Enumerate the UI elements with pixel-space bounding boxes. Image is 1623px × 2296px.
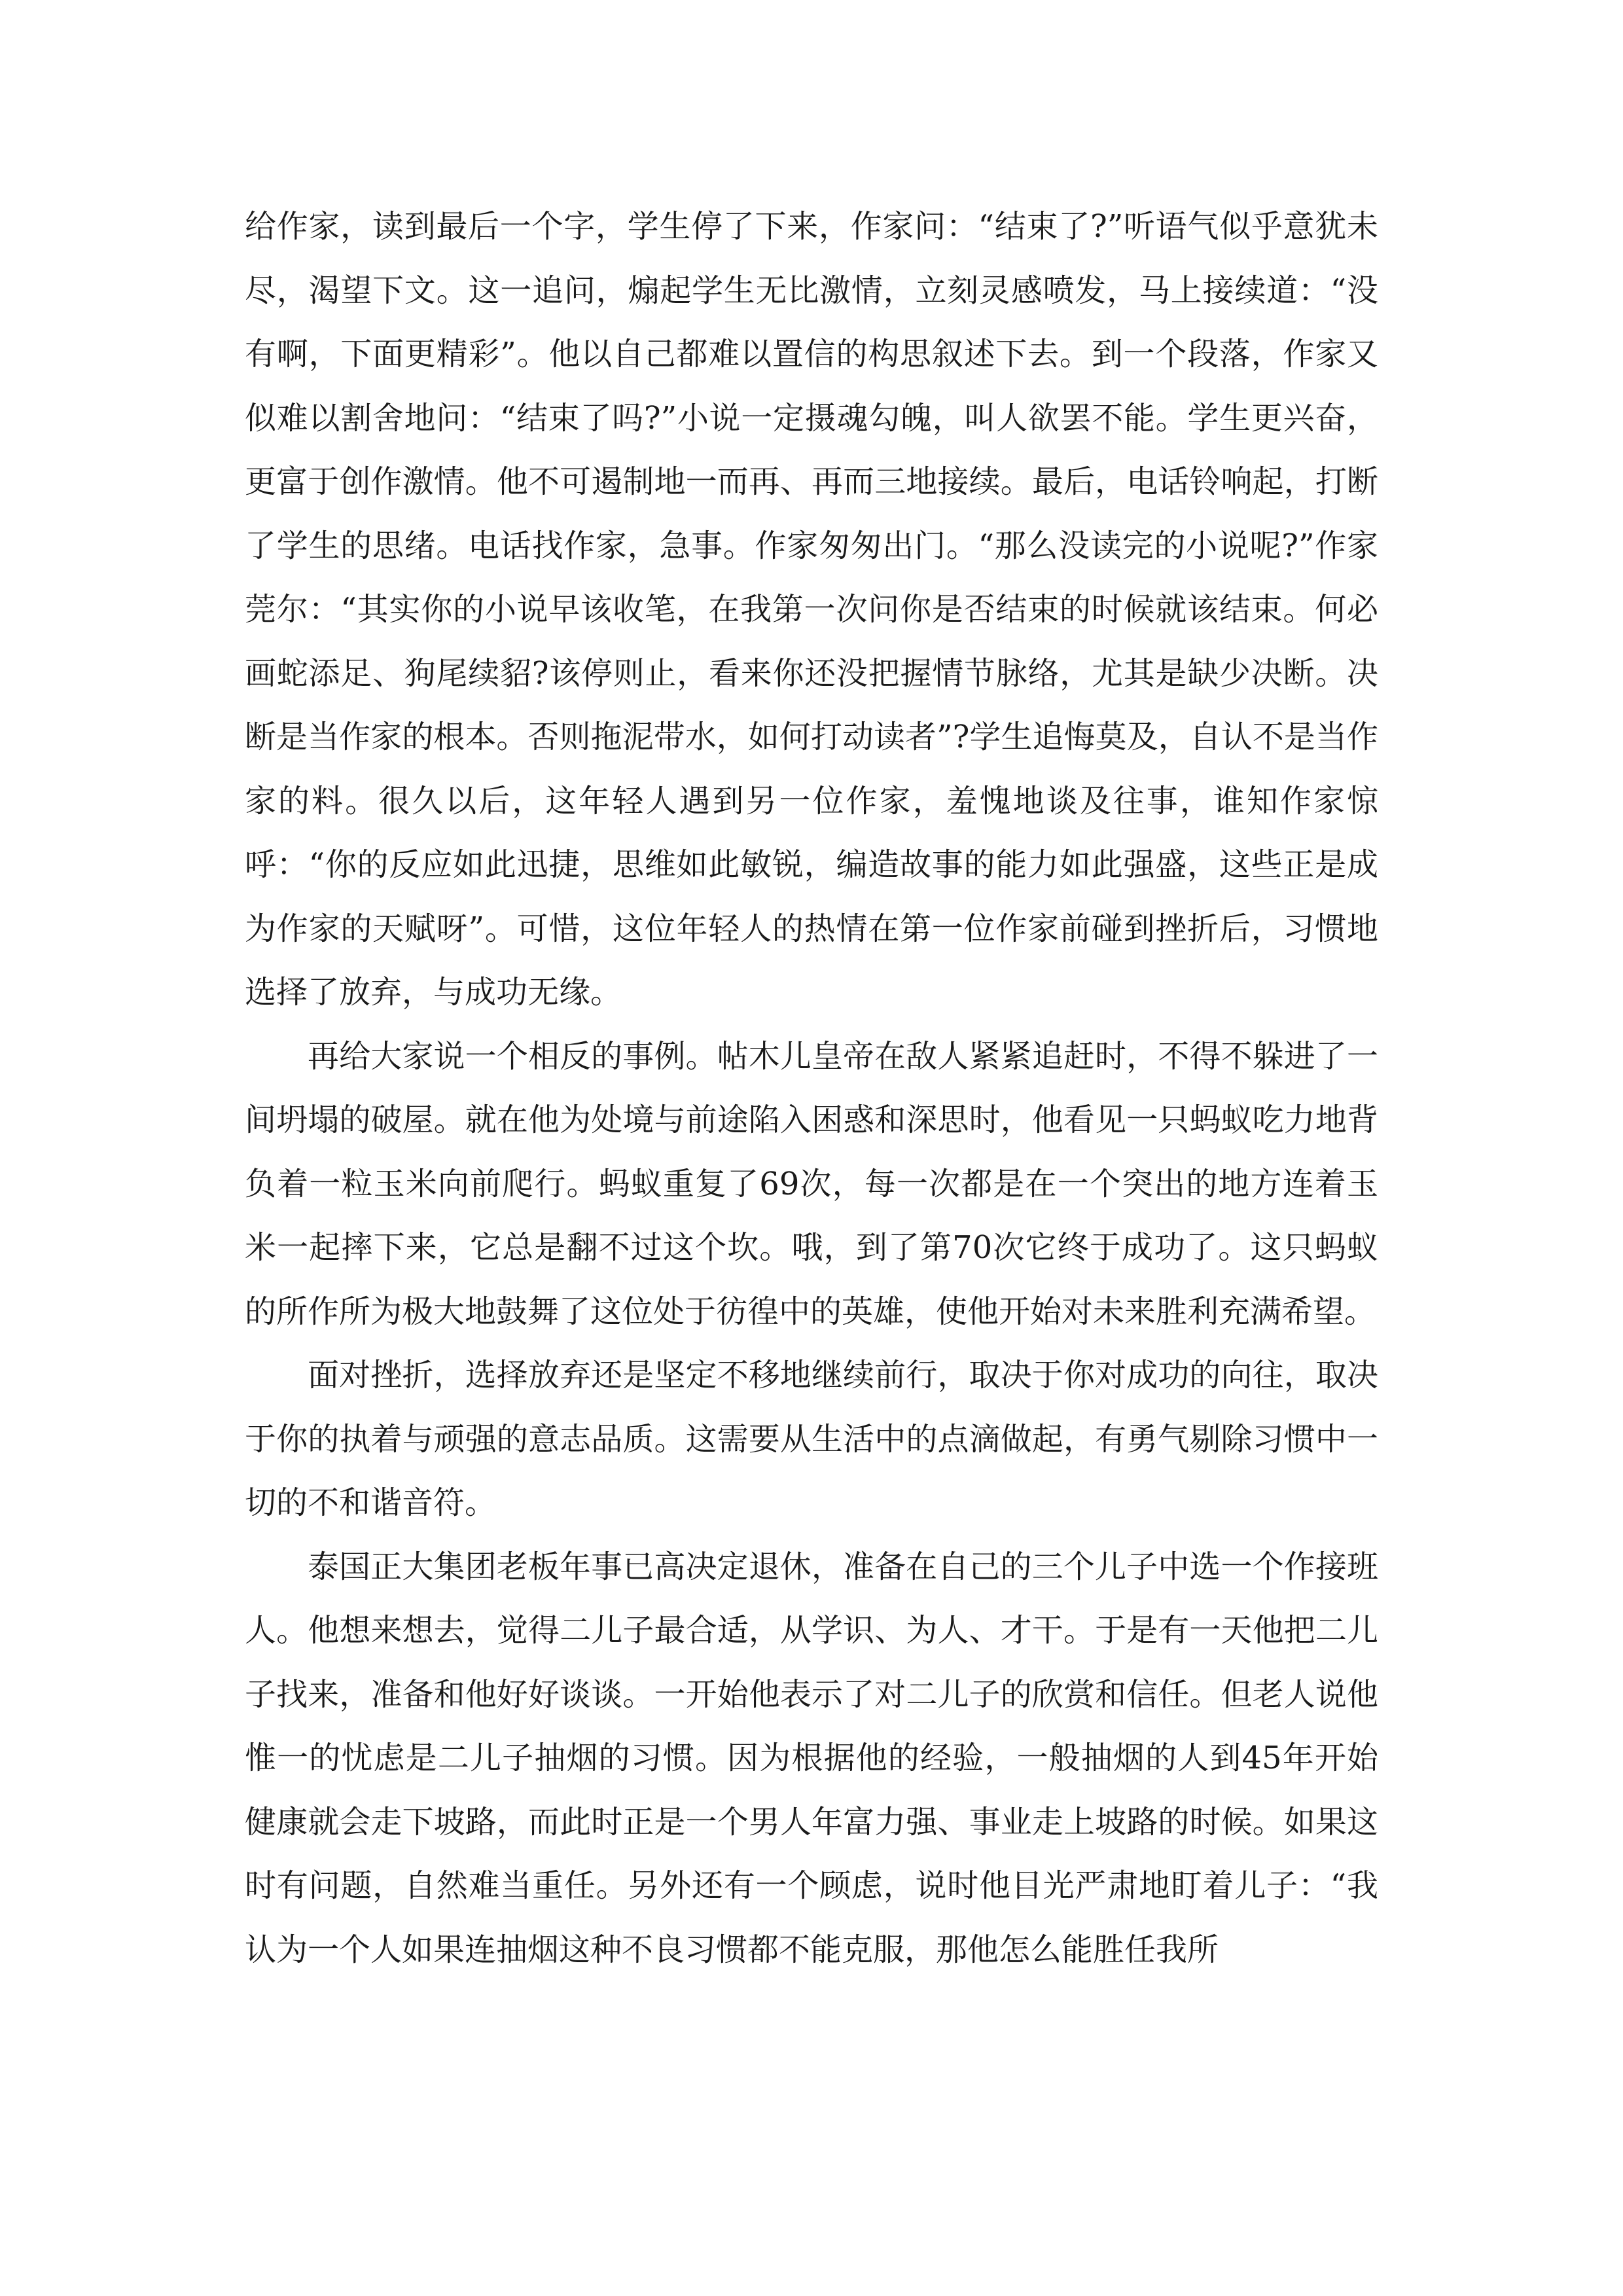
document-body bbox=[245, 195, 1378, 1982]
paragraph-timur-ant: 再给大家说一个相反的事例。帖木儿皇帝在敌人紧紧追赶时，不得不躲进了一间坍塌的破屋。就在他为处境与前途陷入困惑和深思时，他看见一只蚂蚁吃力地背负着一粒玉米向前爬行。蚂蚁重复了69次，每一次都是在一个突出的地方连着玉米一起摔下来，它总是翻不过这个坎。哦，到了第70次它终于成功了。这只蚂蚁的所作所为极大地鼓舞了这位处于彷徨中的英雄，使他开始对未来胜利充满希望。 bbox=[245, 1037, 1378, 1330]
paragraph-continued: 给作家，读到最后一个字，学生停了下来，作家问：“结束了?”听语气似乎意犹未尽，渴望下文。这一追问，煽起学生无比激情，立刻灵感喷发，马上接续道：“没有啊，下面更精彩”。他以自己都难以置信的构思叙述下去。到一个段落，作家又似难以割舍地问：“结束了吗?”小说一定摄魂勾魄，叫人欲罢不能。学生更兴奋，更富于创作激情。他不可遏制地一而再、再而三地接续。最后，电话铃响起，打断了学生的思绪。电话找作家，急事。作家匆匆出门。“那么没读完的小说呢?”作家莞尔：“其实你的小说早该收笔，在我第一次问你是否结束的时候就该结束。何必画蛇添足、狗尾续貂?该停则止，看来你还没把握情节脉络，尤其是缺少决断。决断是当作家的根本。否则拖泥带水，如何打动读者”?学生追悔莫及，自认不是当作家的料。很久以后，这年轻人遇到另一位作家，羞愧地谈及往事，谁知作家惊呼：“你的反应如此迅捷，思维如此敏锐，编造故事的能力如此强盛，这些正是成为作家的天赋呀”。可惜，这位年轻人的热情在第一位作家前碰到挫折后，习惯地选择了放弃，与成功无缘。 bbox=[245, 208, 1378, 1011]
paragraph-cp-group-succession: 泰国正大集团老板年事已高决定退休，准备在自己的三个儿子中选一个作接班人。他想来想去，觉得二儿子最合适，从学识、为人、才干。于是有一天他把二儿子找来，准备和他好好谈谈。一开始他表示了对二儿子的欣赏和信任。但老人说他惟一的忧虑是二儿子抽烟的习惯。因为根据他的经验，一般抽烟的人到45年开始健康就会走下坡路，而此时正是一个男人年富力强、事业走上坡路的时候。如果这时有问题，自然难当重任。另外还有一个顾虑，说时他目光严肃地盯着儿子：“我认为一个人如果连抽烟这种不良习惯都不能克服，那他怎么能胜任我所 bbox=[245, 1548, 1378, 1968]
paragraph-facing-setbacks: 面对挫折，选择放弃还是坚定不移地继续前行，取决于你对成功的向往，取决于你的执着与顽强的意志品质。这需要从生活中的点滴做起，有勇气剔除习惯中一切的不和谐音符。 bbox=[245, 1357, 1378, 1521]
